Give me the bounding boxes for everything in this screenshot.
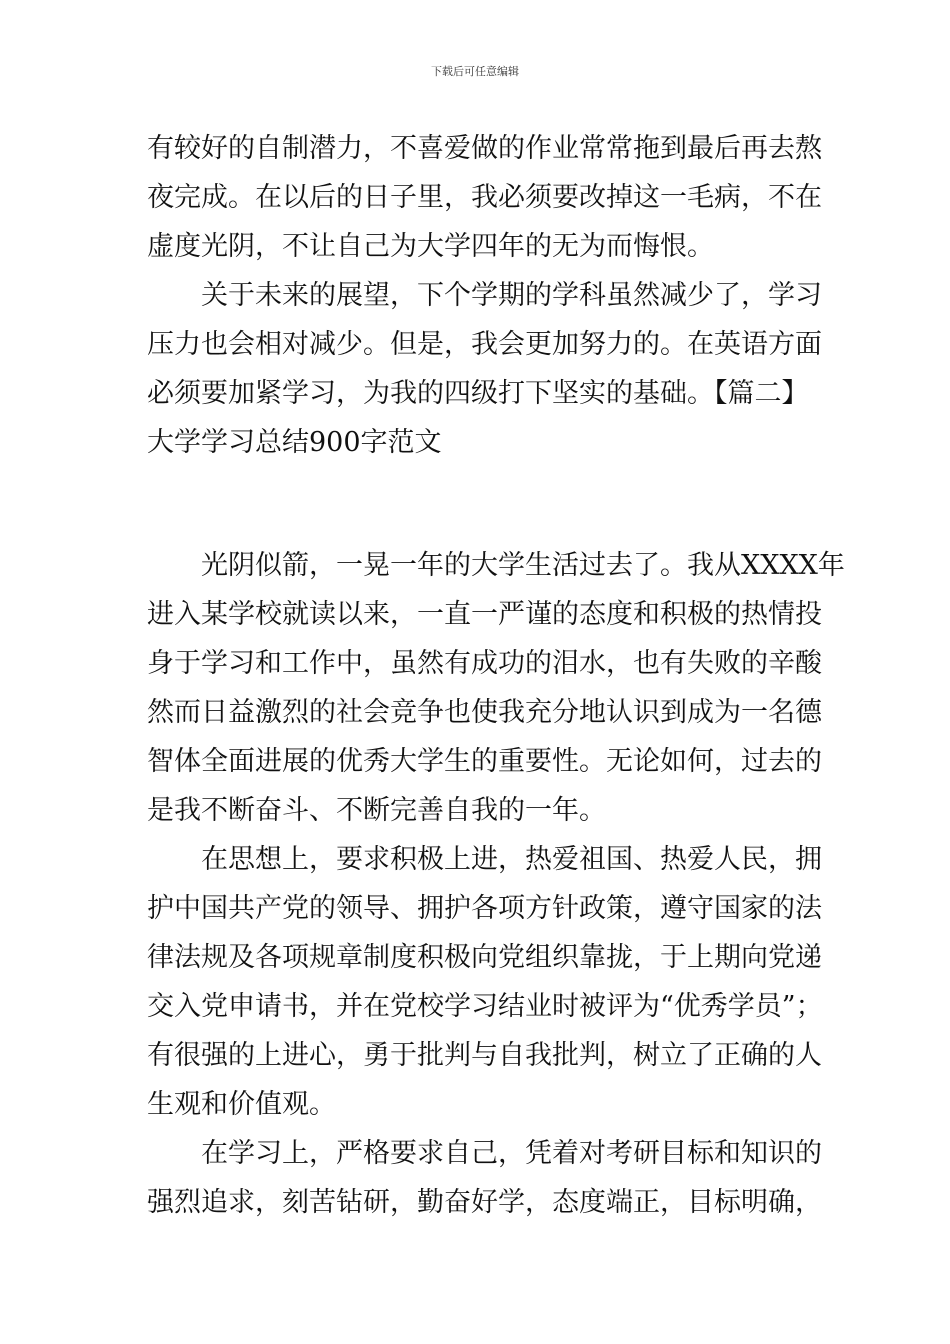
text-line: 然而日益激烈的社会竞争也使我充分地认识到成为一名德: [147, 697, 822, 728]
text-line: 律法规及各项规章制度积极向党组织靠拢，于上期向党递: [147, 942, 822, 973]
text-line: 有很强的上进心，勇于批判与自我批判，树立了正确的人: [147, 1040, 822, 1071]
paragraph-start-line: 在学习上，严格要求自己，凭着对考研目标和知识的: [201, 1138, 822, 1169]
text-line: 必须要加紧学习，为我的四级打下坚实的基础。【篇二】: [147, 378, 809, 409]
paragraph-gap: [147, 467, 812, 541]
section-title-line: 大学学习总结900字范文: [147, 427, 442, 458]
text-line: 压力也会相对减少。但是，我会更加努力的。在英语方面: [147, 329, 822, 360]
text-line: 夜完成。在以后的日子里，我必须要改掉这一毛病，不在: [147, 182, 822, 213]
text-line: 强烈追求，刻苦钻研，勤奋好学，态度端正，目标明确，: [147, 1187, 822, 1218]
text-line: 护中国共产党的领导、拥护各项方针政策，遵守国家的法: [147, 893, 822, 924]
text-line: 生观和价值观。: [147, 1089, 336, 1120]
document-body: [147, 124, 845, 1227]
text-line: 进入某学校就读以来，一直一严谨的态度和积极的热情投: [147, 599, 822, 630]
text-line: 交入党申请书，并在党校学习结业时被评为“优秀学员”；: [147, 991, 823, 1022]
paragraph-start-line: 关于未来的展望，下个学期的学科虽然减少了，学习: [201, 280, 822, 311]
paragraph-start-line: 在思想上，要求积极上进，热爱祖国、热爱人民，拥: [201, 844, 822, 875]
page-header: 下载后可任意编辑: [431, 65, 519, 78]
text-line: 虚度光阴，不让自己为大学四年的无为而悔恨。: [147, 231, 714, 262]
text-line: 身于学习和工作中，虽然有成功的泪水，也有失败的辛酸: [147, 648, 822, 679]
paragraph-start-line: 光阴似箭，一晃一年的大学生活过去了。我从XXXX年: [201, 550, 845, 581]
text-line: 有较好的自制潜力，不喜爱做的作业常常拖到最后再去熬: [147, 133, 822, 164]
text-line: 智体全面进展的优秀大学生的重要性。无论如何，过去的: [147, 746, 822, 777]
text-line: 是我不断奋斗、不断完善自我的一年。: [147, 795, 606, 826]
